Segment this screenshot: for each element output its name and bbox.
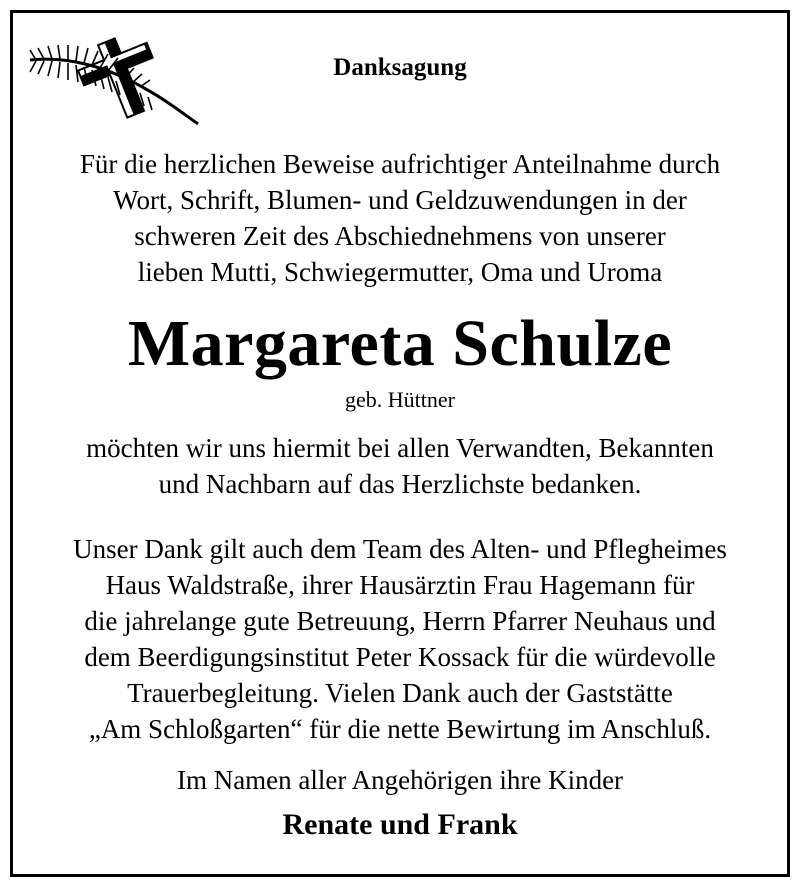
thanks-line: möchten wir uns hiermit bei allen Verwandten, Bekannten [86,433,714,463]
deceased-name: Margareta Schulze [127,307,673,380]
special-thanks-line: „Am Schloßgarten“ für die nette Bewirtung im Anschluß. [88,714,712,744]
special-thanks-line: die jahrelange gute Betreuung, Herrn Pfarrer Neuhaus und [84,606,716,636]
special-thanks-line: Haus Waldstraße, ihrer Hausärztin Frau Hagemann für [105,570,695,600]
special-thanks-line: dem Beerdigungsinstitut Peter Kossack für die würdevolle [84,642,716,672]
special-thanks-line: Unser Dank gilt auch dem Team des Alten- und Pflegheimes [73,534,727,564]
thanks-paragraph [20,430,780,502]
intro-line: lieben Mutti, Schwiegermutter, Oma und Uroma [137,257,663,287]
intro-line: schweren Zeit des Abschiednehmens von unserer [134,221,666,251]
intro-paragraph [20,146,780,290]
closing-line: Im Namen aller Angehörigen ihre Kinder [176,765,624,795]
thanks-line: und Nachbarn auf das Herzlichste bedanken. [158,469,642,499]
intro-line: Für die herzlichen Beweise aufrichtiger Anteilnahme durch [79,149,721,179]
birth-name: geb. Hüttner [345,387,455,412]
signers: Renate und Frank [282,808,518,841]
special-thanks-line: Trauerbegleitung. Vielen Dank auch der Gaststätte [127,678,673,708]
intro-line: Wort, Schrift, Blumen- und Geldzuwendungen in der [113,185,687,215]
notice-title: Danksagung [333,54,467,81]
special-thanks-paragraph [20,531,780,747]
cross-with-palm-frond-icon [26,26,202,126]
